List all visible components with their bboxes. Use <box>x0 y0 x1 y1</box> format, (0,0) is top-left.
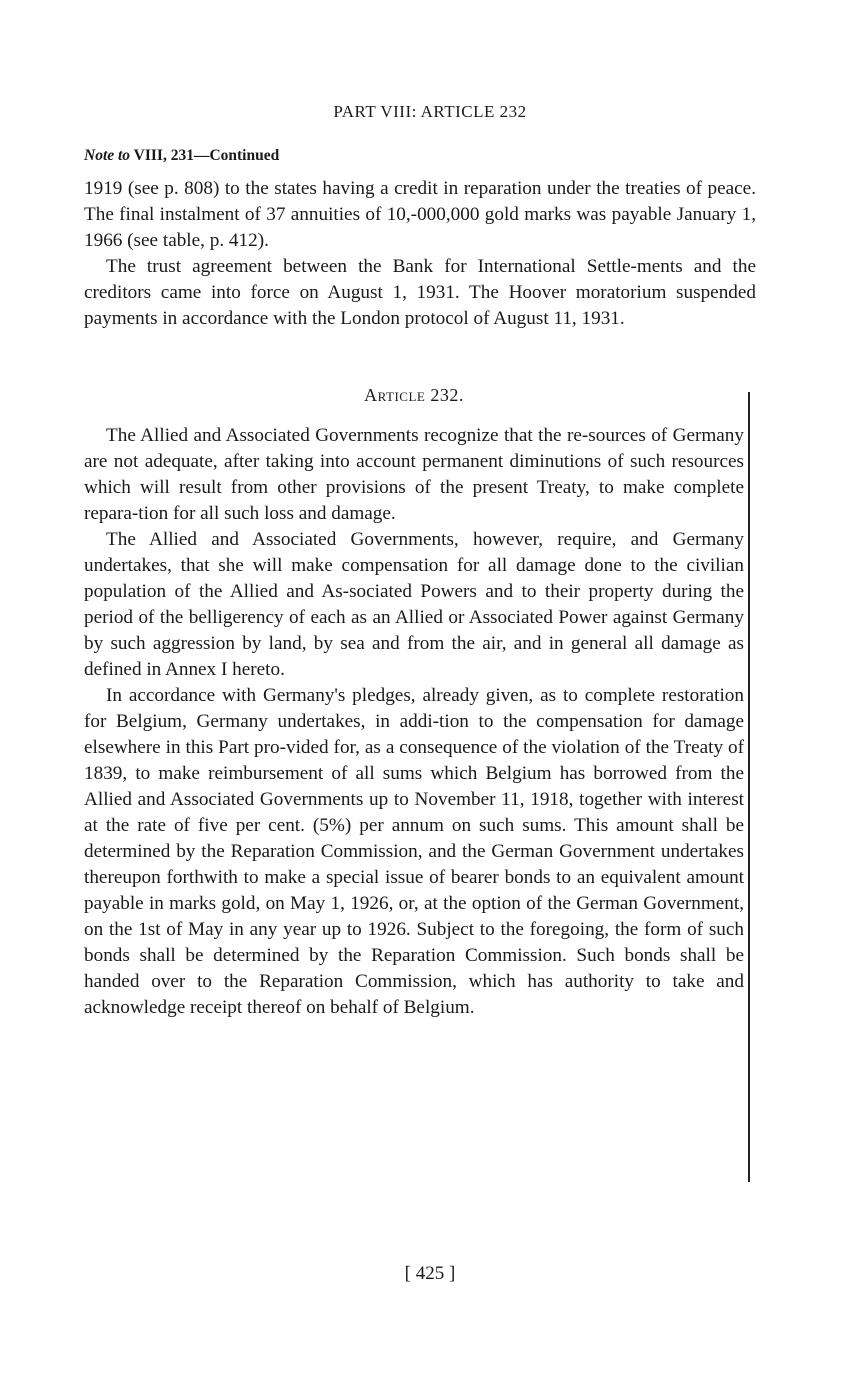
article-text <box>84 423 744 1021</box>
page-number: [ 425 ] <box>404 1263 456 1284</box>
note-heading-rest: VIII, 231—Continued <box>130 147 280 164</box>
article-title: Article 232. <box>364 385 464 405</box>
note-paragraph: 1919 (see p. 808) to the states having a credit in reparation under the treaties of peace. The final instalment of 37 annuities of 10,-000,000 gold marks was payable January 1, 1966 (see table, p. 412). <box>84 178 756 251</box>
margin-rule <box>748 392 750 1182</box>
note-text <box>84 176 756 332</box>
running-head: PART VIII: ARTICLE 232 <box>333 102 527 121</box>
note-heading <box>84 147 279 165</box>
note-paragraph: The trust agreement between the Bank for International Settle-ments and the creditors came into force on August 1, 1931. The Hoover moratorium suspended payments in accordance with the London protocol of August 11, 1931. <box>84 256 756 329</box>
article-paragraph: The Allied and Associated Governments, however, require, and Germany undertakes, that she will make compensation for all damage done to the civilian population of the Allied and As-sociated Powers and to their property during the period of the belligerency of each as an Allied or Associated Power against Germany by such aggression by land, by sea and from the air, and in general all damage as defined in Annex I hereto. <box>84 529 744 680</box>
article-paragraph: In accordance with Germany's pledges, already given, as to complete restoration for Belgium, Germany undertakes, in addi-tion to the compensation for damage elsewhere in this Part pro-vided for, as a consequence of the violation of the Treaty of 1839, to make reimbursement of all sums which Belgium has borrowed from the Allied and Associated Governments up to November 11, 1918, together with interest at the rate of five per cent. (5%) per annum on such sums. This amount shall be determined by the Reparation Commission, and the German Government undertakes thereupon forthwith to make a special issue of bearer bonds to an equivalent amount payable in marks gold, on May 1, 1926, or, at the option of the German Government, on the 1st of May in any year up to 1926. Subject to the foregoing, the form of such bonds shall be determined by the Reparation Commission. Such bonds shall be handed over to the Reparation Commission, which has authority to take and acknowledge receipt thereof on behalf of Belgium. <box>84 685 744 1018</box>
note-heading-prefix: Note to <box>84 147 131 164</box>
article-paragraph: The Allied and Associated Governments recognize that the re-sources of Germany are not adequate, after taking into account permanent diminutions of such resources which will result from other provisions of the present Treaty, to make complete repara-tion for all such loss and damage. <box>84 425 744 524</box>
